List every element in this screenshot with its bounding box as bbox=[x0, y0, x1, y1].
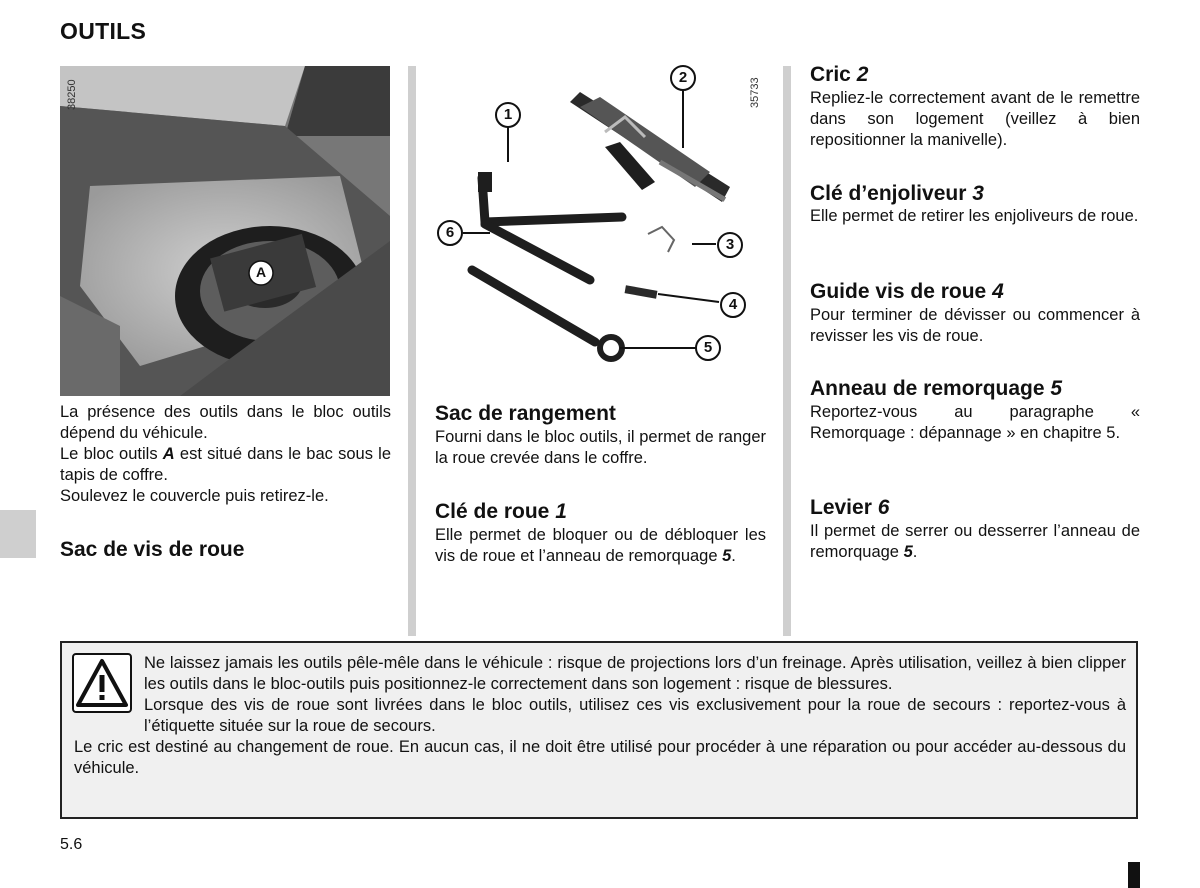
section-heading-lever: Levier 6 bbox=[810, 496, 890, 519]
tools-intro-text bbox=[60, 402, 391, 507]
jack-text: Repliez-le correctement avant de le remettre dans son logement (veillez à bien repositionner la manivelle). bbox=[810, 89, 1140, 149]
wheel-wrench-text: Elle permet de bloquer ou de débloquer les vis de roue et l’anneau de remorquage 5. bbox=[435, 526, 766, 565]
section-heading-jack: Cric 2 bbox=[810, 63, 869, 86]
tools-intro-para1: La présence des outils dans le bloc outils dépend du véhicule. bbox=[60, 403, 391, 442]
warning-para3: Le cric est destiné au changement de roue. En aucun cas, il ne doit être utilisé pour procéder à une réparation ou pour accéder au-dessous du véhicule. bbox=[74, 738, 1126, 777]
tools-intro-para2: Le bloc outils A est situé dans le bac sous le tapis de coffre. bbox=[60, 445, 392, 484]
bolt-guide-text: Pour terminer de dévisser ou commencer à revisser les vis de roue. bbox=[810, 306, 1140, 345]
column-divider-right bbox=[783, 66, 791, 636]
page-number: 5.6 bbox=[60, 836, 83, 853]
warning-para2: Lorsque des vis de roue sont livrées dans le bloc outils, utilisez ces vis exclusivement pour la roue de secours : reportez-vous à l’étiquette située sur la roue de secours. bbox=[144, 696, 1126, 735]
column-divider-left bbox=[408, 66, 416, 636]
storage-bag-text: Fourni dans le bloc outils, il permet de ranger la roue crevée dans le coffre. bbox=[435, 428, 766, 467]
section-heading-wheel-wrench: Clé de roue 1 bbox=[435, 500, 567, 523]
callout-4: 4 bbox=[728, 296, 738, 313]
tools-illustration bbox=[430, 62, 770, 382]
callout-2: 2 bbox=[678, 69, 688, 86]
tow-ring-text: Reportez-vous au paragraphe « Remorquage : dépannage » en chapitre 5. bbox=[810, 403, 1140, 442]
callout-5: 5 bbox=[703, 339, 713, 356]
page-title: OUTILS bbox=[60, 18, 147, 44]
illustration-reference-number: 35733 bbox=[749, 77, 761, 108]
page-edge-mark bbox=[1128, 862, 1140, 888]
trunk-photo bbox=[60, 66, 390, 396]
section-heading-bolt-guide: Guide vis de roue 4 bbox=[810, 280, 1004, 303]
hubcap-key-text: Elle permet de retirer les enjoliveurs de roue. bbox=[810, 207, 1139, 225]
section-heading-tow-ring: Anneau de remorquage 5 bbox=[810, 377, 1063, 400]
warning-text bbox=[74, 653, 1126, 779]
chapter-tab bbox=[0, 510, 36, 558]
warning-para1: Ne laissez jamais les outils pêle-mêle dans le véhicule : risque de projections lors d’un freinage. Après utilisation, veillez à bien clipper les outils dans le bloc-outils puis positionnez-le correctement dans son logement : risque de blessures. bbox=[144, 654, 1126, 693]
tools-intro-para3: Soulevez le couvercle puis retirez-le. bbox=[60, 487, 329, 505]
callout-3: 3 bbox=[725, 236, 735, 253]
section-heading-hubcap-key: Clé d’enjoliveur 3 bbox=[810, 182, 984, 205]
callout-6: 6 bbox=[445, 224, 455, 241]
lever-text: Il permet de serrer ou desserrer l’anneau de remorquage 5. bbox=[810, 522, 1140, 561]
section-heading-storage-bag: Sac de rangement bbox=[435, 402, 616, 425]
callout-1: 1 bbox=[503, 106, 513, 123]
section-heading-wheel-bolts: Sac de vis de roue bbox=[60, 538, 245, 561]
warning-box bbox=[60, 641, 1138, 819]
photo-callout-a: A bbox=[255, 264, 267, 280]
photo-reference-number: 38250 bbox=[66, 79, 78, 110]
